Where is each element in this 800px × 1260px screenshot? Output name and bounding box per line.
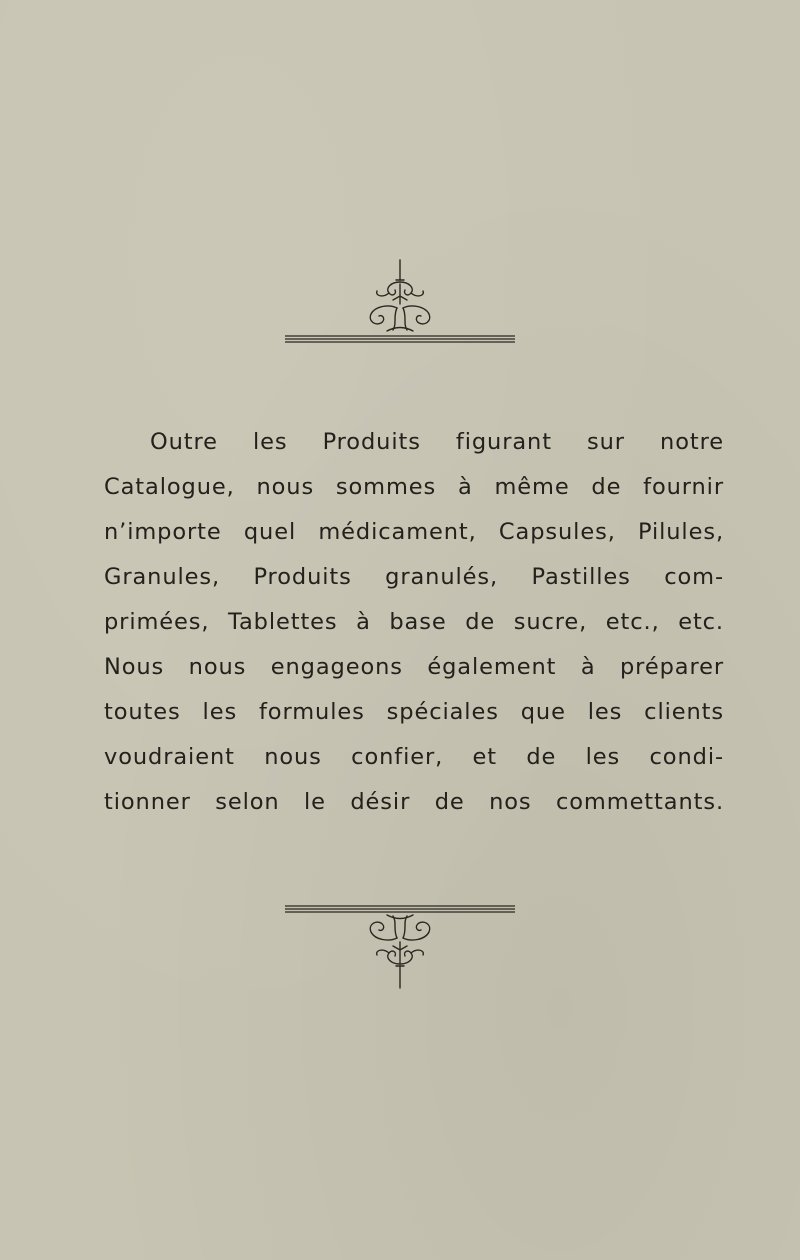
top-ornament [0, 258, 800, 348]
paragraph-line: tionner selon le désir de nos commettants. [104, 789, 724, 815]
paragraph [104, 420, 724, 825]
paragraph-line: voudraient nous confier, et de les condi- [104, 744, 724, 770]
paragraph-line: Granules, Produits granulés, Pastilles com- [104, 564, 724, 590]
bottom-flourish-icon [285, 900, 515, 992]
top-flourish-icon [285, 258, 515, 348]
paragraph-line: Outre les Produits figurant sur notre [150, 429, 724, 455]
paragraph-line: Nous nous engageons également à préparer [104, 654, 724, 680]
paragraph-line: n’importe quel médicament, Capsules, Pilules, [104, 519, 724, 545]
bottom-ornament [0, 900, 800, 992]
paragraph-line: primées, Tablettes à base de sucre, etc., etc. [104, 609, 724, 635]
paragraph-line: Catalogue, nous sommes à même de fournir [104, 474, 724, 500]
paragraph-line: toutes les formules spéciales que les clients [104, 699, 724, 725]
